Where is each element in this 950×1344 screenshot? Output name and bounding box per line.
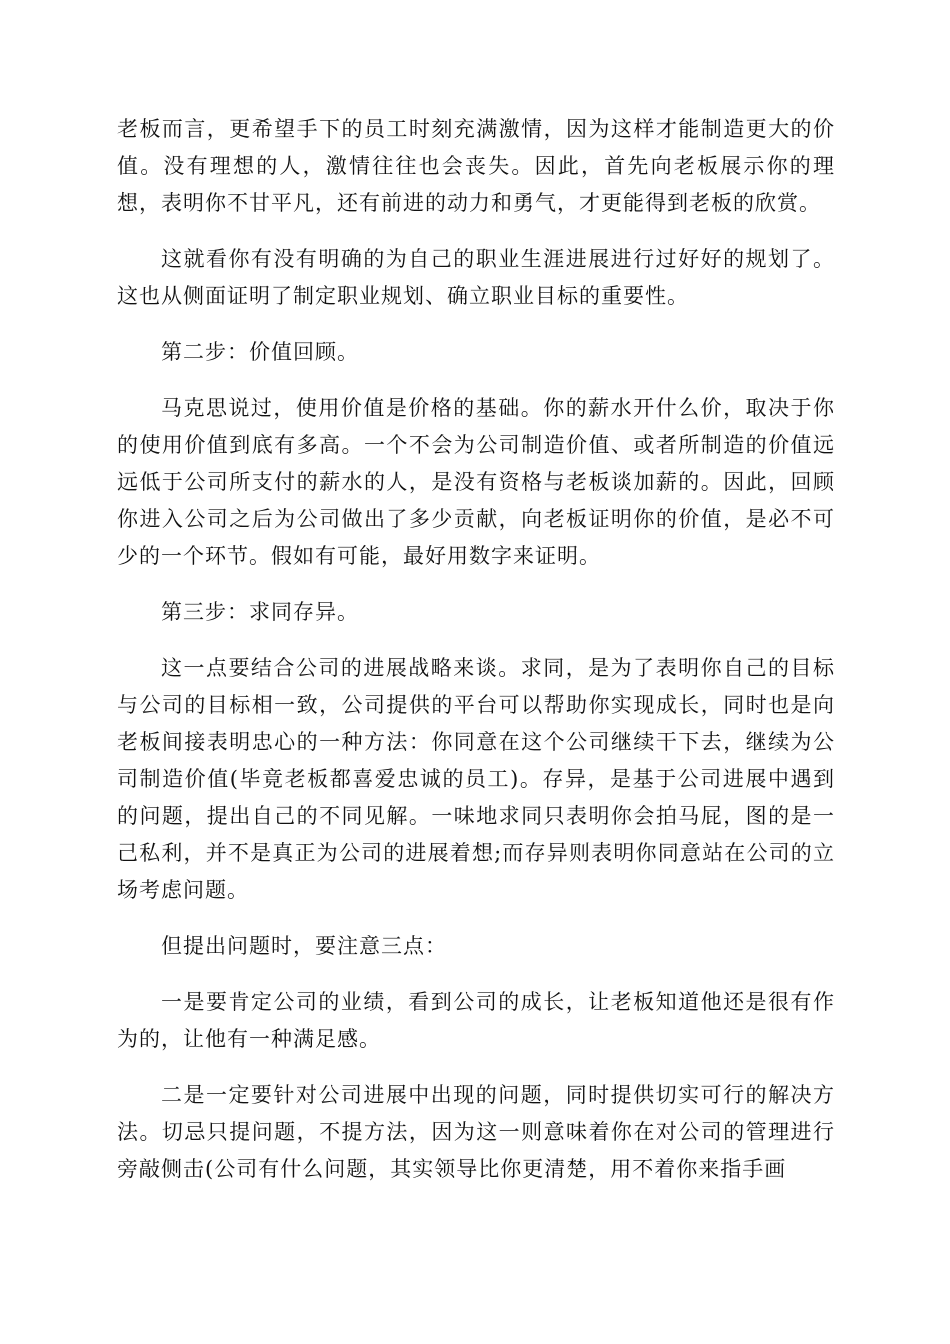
paragraph-common-ground: 这一点要结合公司的进展战略来谈。求同，是为了表明你自己的目标与公司的目标相一致，公司提供的平台可以帮助你实现成长，同时也是向老板间接表明忠心的一种方法：你同意在这个公司继续干下去，继续为公司制造价值(毕竟老板都喜爱忠诚的员工)。存异，是基于公司进展中遇到的问题，提出自己的不同见解。一味地求同只表明你会拍马屁，图的是一己私利，并不是真正为公司的进展着想;而存异则表明你同意站在公司的立场考虑问题。 xyxy=(117,656,835,902)
paragraph-value-review: 马克思说过，使用价值是价格的基础。你的薪水开什么价，取决于你的使用价值到底有多高。一个不会为公司制造价值、或者所制造的价值远远低于公司所支付的薪水的人，是没有资格与老板谈加薪的。因此，回顾你进入公司之后为公司做出了多少贡献，向老板证明你的价值，是必不可少的一个环节。假如有可能，最好用数字来证明。 xyxy=(117,396,835,568)
heading-step-three: 第三步：求同存异。 xyxy=(161,600,359,624)
heading-step-two: 第二步：价值回顾。 xyxy=(161,340,359,364)
paragraph-point-one: 一是要肯定公司的业绩，看到公司的成长，让老板知道他还是很有作为的，让他有一种满足感。 xyxy=(117,990,835,1051)
document-body xyxy=(117,111,835,1188)
paragraph-point-two: 二是一定要针对公司进展中出现的问题，同时提供切实可行的解决方法。切忌只提问题，不提方法，因为这一则意味着你在对公司的管理进行旁敲侧击(公司有什么问题，其实领导比你更清楚，用不着你来指手画 xyxy=(117,1083,835,1181)
paragraph-career-planning: 这就看你有没有明确的为自己的职业生涯进展进行过好好的规划了。这也从侧面证明了制定职业规划、确立职业目标的重要性。 xyxy=(117,247,835,308)
paragraph-intro-continued: 老板而言，更希望手下的员工时刻充满激情，因为这样才能制造更大的价值。没有理想的人，激情往往也会丧失。因此，首先向老板展示你的理想，表明你不甘平凡，还有前进的动力和勇气，才更能得到老板的欣赏。 xyxy=(117,117,835,215)
paragraph-three-points: 但提出问题时，要注意三点： xyxy=(161,934,447,958)
